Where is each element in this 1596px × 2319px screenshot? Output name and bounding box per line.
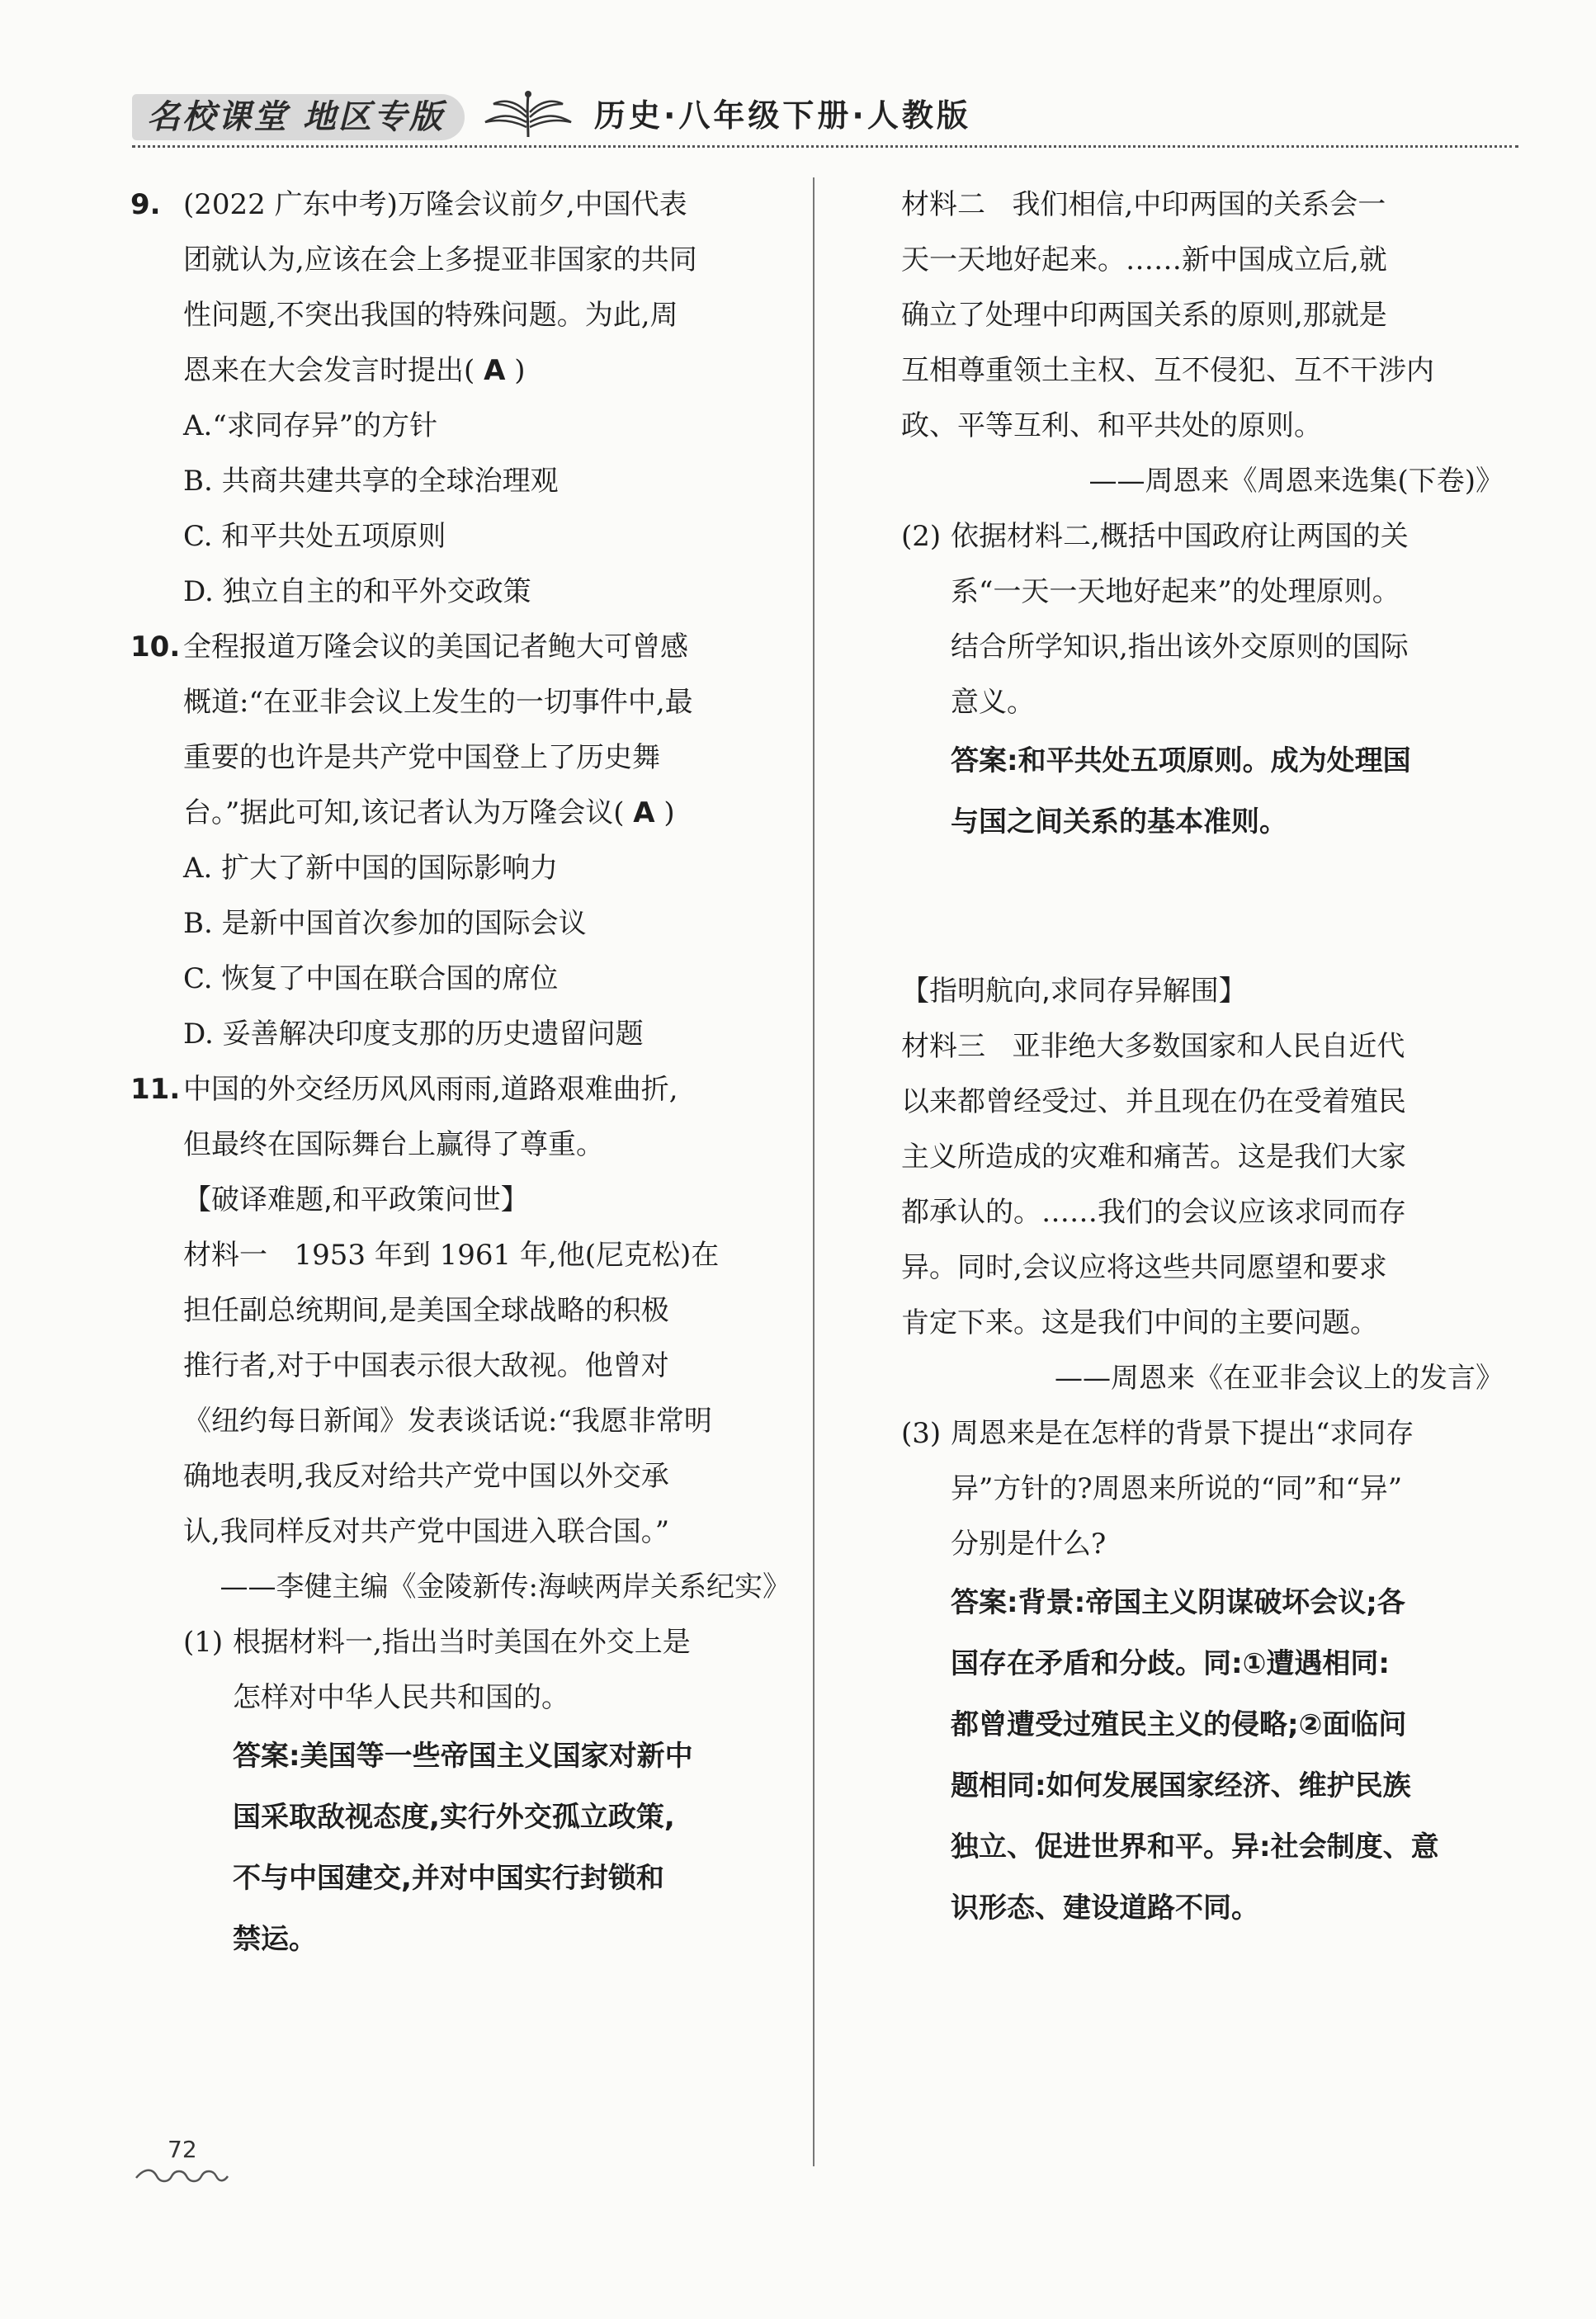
answer-line: 答案:背景:帝国主义阴谋破坏会议;各 bbox=[951, 1586, 1405, 1619]
question-stem-line bbox=[183, 343, 791, 399]
sub-question-line: 周恩来是在怎样的背景下提出“求同存 bbox=[951, 1417, 1414, 1450]
section-heading: 【破译难题,和平政策问世】 bbox=[183, 1183, 529, 1216]
question-stem-line: 性问题,不突出我国的特殊问题。为此,周 bbox=[183, 299, 678, 332]
material-line: 确立了处理中印两国关系的原则,那就是 bbox=[901, 299, 1387, 332]
option: B. 是新中国首次参加的国际会议 bbox=[183, 907, 587, 940]
sub-question-line: 系“一天一天地好起来”的处理原则。 bbox=[951, 575, 1400, 608]
question-11 bbox=[130, 1062, 791, 1173]
option: A. 扩大了新中国的国际影响力 bbox=[183, 852, 559, 885]
option: D. 独立自主的和平外交政策 bbox=[183, 575, 531, 608]
answer-letter: A bbox=[484, 354, 506, 387]
answer-letter: A bbox=[633, 796, 655, 829]
material-label: 材料二 bbox=[901, 188, 985, 221]
sub-question-3 bbox=[901, 1406, 1504, 1572]
material-line: 都承认的。……我们的会议应该求同而存 bbox=[901, 1196, 1406, 1229]
material-source: ——李健主编《金陵新传:海峡两岸关系纪实》 bbox=[220, 1570, 791, 1603]
material-text: 1953 年到 1961 年,他(尼克松)在 bbox=[294, 1239, 720, 1272]
stem-end: 恩来在大会发言时提出( bbox=[183, 354, 475, 387]
stem-end: 台。”据此可知,该记者认为万隆会议( bbox=[183, 796, 625, 829]
material-line bbox=[130, 1228, 791, 1283]
material-source: ——周恩来《周恩来选集(下卷)》 bbox=[1088, 465, 1504, 498]
material-label: 材料三 bbox=[901, 1030, 985, 1063]
sub-question-number: (1) bbox=[183, 1626, 224, 1659]
answer-line: 题相同:如何发展国家经济、维护民族 bbox=[951, 1769, 1411, 1802]
sub-question-line: 分别是什么? bbox=[951, 1528, 1107, 1561]
answer-line: 识形态、建设道路不同。 bbox=[951, 1892, 1259, 1925]
question-stem-line: (2022 广东中考)万隆会议前夕,中国代表 bbox=[183, 188, 687, 221]
header-dotted-rule bbox=[132, 145, 1518, 148]
material-line: 以来都曾经受过、并且现在仍在受着殖民 bbox=[901, 1085, 1406, 1118]
answer-line: 国采取敌视态度,实行外交孤立政策, bbox=[233, 1801, 675, 1834]
material-line: 主义所造成的灾难和痛苦。这是我们大家 bbox=[901, 1141, 1406, 1174]
question-10 bbox=[130, 620, 791, 841]
page-header bbox=[132, 89, 1518, 147]
sub-question-line: 意义。 bbox=[951, 686, 1035, 719]
answer-line: 答案:美国等一些帝国主义国家对新中 bbox=[233, 1740, 693, 1773]
material-text: 我们相信,中印两国的关系会一 bbox=[1012, 188, 1386, 221]
leaf-ornament-icon bbox=[479, 89, 578, 140]
option: C. 和平共处五项原则 bbox=[183, 520, 446, 553]
left-column bbox=[130, 177, 791, 1970]
subject-title: 历史·八年级下册·人教版 bbox=[594, 97, 971, 134]
right-column bbox=[901, 177, 1504, 1939]
material-label: 材料一 bbox=[183, 1239, 267, 1272]
sub-question-2 bbox=[901, 509, 1504, 730]
answer-line: 国存在矛盾和分歧。同:①遭遇相同: bbox=[951, 1647, 1390, 1680]
material-line bbox=[901, 177, 1504, 233]
page-number: 72 bbox=[168, 2136, 197, 2163]
sub-question-line: 根据材料一,指出当时美国在外交上是 bbox=[233, 1626, 691, 1659]
answer-line: 答案:和平共处五项原则。成为处理国 bbox=[951, 744, 1411, 777]
option: D. 妥善解决印度支那的历史遗留问题 bbox=[183, 1018, 644, 1051]
material-source: ——周恩来《在亚非会议上的发言》 bbox=[1055, 1362, 1504, 1395]
material-line: 认,我同样反对共产党中国进入联合国。” bbox=[183, 1515, 670, 1548]
question-stem-line: 概道:“在亚非会议上发生的一切事件中,最 bbox=[183, 686, 693, 719]
section-heading: 【指明航向,求同存异解围】 bbox=[901, 975, 1247, 1008]
material-line: 政、平等互利、和平共处的原则。 bbox=[901, 409, 1322, 442]
column-divider bbox=[813, 177, 815, 2166]
material-line bbox=[901, 1019, 1504, 1074]
answer-line: 都曾遭受过殖民主义的侵略;②面临问 bbox=[951, 1708, 1407, 1741]
material-line: 《纽约每日新闻》发表谈话说:“我愿非常明 bbox=[183, 1405, 712, 1438]
material-line: 确地表明,我反对给共产党中国以外交承 bbox=[183, 1460, 669, 1493]
stem-close: ) bbox=[514, 354, 526, 387]
question-stem-line bbox=[183, 786, 791, 841]
sub-question-line: 异”方针的?周恩来所说的“同”和“异” bbox=[951, 1472, 1403, 1505]
material-line: 推行者,对于中国表示很大敌视。他曾对 bbox=[183, 1349, 669, 1382]
sub-question-line: 结合所学知识,指出该外交原则的国际 bbox=[951, 631, 1409, 664]
spacer bbox=[901, 853, 1504, 964]
question-stem-line: 团就认为,应该在会上多提亚非国家的共同 bbox=[183, 243, 697, 276]
option: C. 恢复了中国在联合国的席位 bbox=[183, 962, 559, 995]
option: A.“求同存异”的方针 bbox=[183, 409, 438, 442]
material-line: 肯定下来。这是我们中间的主要问题。 bbox=[901, 1306, 1378, 1339]
brand-banner: 名校课堂 地区专版 bbox=[132, 94, 465, 140]
answer-line: 独立、促进世界和平。异:社会制度、意 bbox=[951, 1830, 1439, 1863]
material-line: 天一天地好起来。……新中国成立后,就 bbox=[901, 243, 1387, 276]
material-line: 互相尊重领土主权、互不侵犯、互不干涉内 bbox=[901, 354, 1434, 387]
sub-question-number: (3) bbox=[901, 1417, 942, 1450]
sub-question-line: 依据材料二,概括中国政府让两国的关 bbox=[951, 520, 1409, 553]
answer-line: 不与中国建交,并对中国实行封锁和 bbox=[233, 1862, 664, 1895]
question-stem-line: 全程报道万隆会议的美国记者鲍大可曾感 bbox=[183, 631, 688, 664]
material-text: 亚非绝大多数国家和人民自近代 bbox=[1012, 1030, 1405, 1063]
question-stem-line: 中国的外交经历风风雨雨,道路艰难曲折, bbox=[183, 1073, 678, 1106]
material-line: 异。同时,会议应将这些共同愿望和要求 bbox=[901, 1251, 1387, 1284]
question-number: 9. bbox=[130, 188, 161, 221]
sub-question-1 bbox=[183, 1615, 791, 1726]
question-stem-line: 重要的也许是共产党中国登上了历史舞 bbox=[183, 741, 660, 774]
answer-line: 与国之间关系的基本准则。 bbox=[951, 805, 1287, 838]
stem-close: ) bbox=[663, 796, 675, 829]
sub-question-number: (2) bbox=[901, 520, 942, 553]
question-stem-line: 但最终在国际舞台上赢得了尊重。 bbox=[183, 1128, 604, 1161]
material-line: 担任副总统期间,是美国全球战略的积极 bbox=[183, 1294, 669, 1327]
question-number: 10. bbox=[130, 631, 181, 664]
question-9 bbox=[130, 177, 791, 399]
option: B. 共商共建共享的全球治理观 bbox=[183, 465, 559, 498]
answer-line: 禁运。 bbox=[233, 1923, 317, 1956]
swirl-ornament-icon bbox=[132, 2166, 231, 2186]
question-number: 11. bbox=[130, 1073, 181, 1106]
sub-question-line: 怎样对中华人民共和国的。 bbox=[233, 1681, 569, 1714]
